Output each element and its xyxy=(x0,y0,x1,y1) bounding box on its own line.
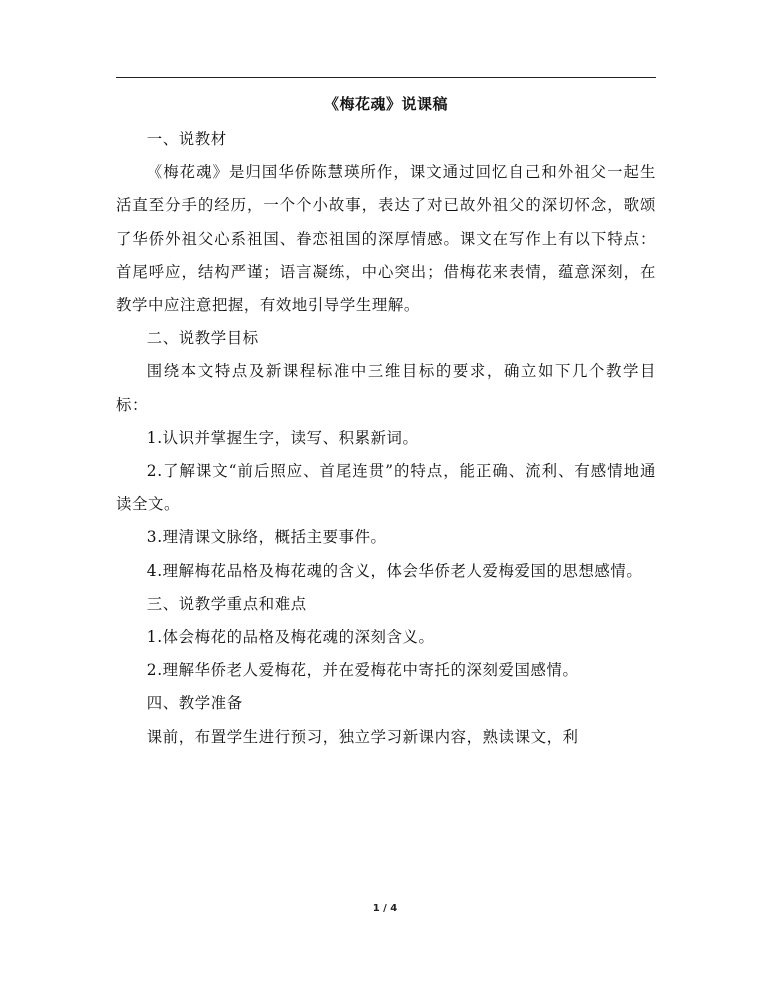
goal-item-2: 2.了解课文“前后照应、首尾连贯”的特点，能正确、流利、有感情地通读全文。 xyxy=(116,462,656,514)
document-body xyxy=(116,92,656,754)
paragraph-goals-intro: 围绕本文特点及新课程标准中三维目标的要求，确立如下几个教学目标： xyxy=(116,362,656,414)
key-point-item-1: 1.体会梅花的品格及梅花魂的深刻含义。 xyxy=(146,628,435,647)
section-heading-preparation: 四、教学准备 xyxy=(146,694,243,713)
header-rule xyxy=(116,77,656,78)
section-heading-teaching-material: 一、说教材 xyxy=(146,130,227,148)
goal-item-4: 4.理解梅花品格及梅花魂的含义，体会华侨老人爱梅爱国的思想感情。 xyxy=(146,561,643,580)
section-heading-key-points: 三、说教学重点和难点 xyxy=(146,594,307,613)
key-point-item-2: 2.理解华侨老人爱梅花，并在爱梅花中寄托的深刻爱国感情。 xyxy=(146,661,579,680)
paragraph-material-description: 《梅花魂》是归国华侨陈慧瑛所作，课文通过回忆自己和外祖父一起生活直至分手的经历，一个个小故事，表达了对已故外祖父的深切怀念，歌颂了华侨外祖父心系祖国、眷恋祖国的深厚情感。课文在写作上有以下特点：首尾呼应，结构严谨；语言凝练，中心突出；借梅花来表情，蕴意深刻，在教学中应注意把握，有效地引导学生理解。 xyxy=(116,163,656,315)
page-number: 1 / 4 xyxy=(372,903,398,914)
document-title: 《梅花魂》说课稿 xyxy=(323,95,448,113)
goal-item-3: 3.理清课文脉络，概括主要事件。 xyxy=(146,528,387,547)
section-heading-teaching-goals: 二、说教学目标 xyxy=(146,329,259,348)
paragraph-preparation: 课前，布置学生进行预习，独立学习新课内容，熟读课文，利 xyxy=(146,727,579,746)
goal-item-1: 1.认识并掌握生字，读写、积累新词。 xyxy=(146,428,419,447)
